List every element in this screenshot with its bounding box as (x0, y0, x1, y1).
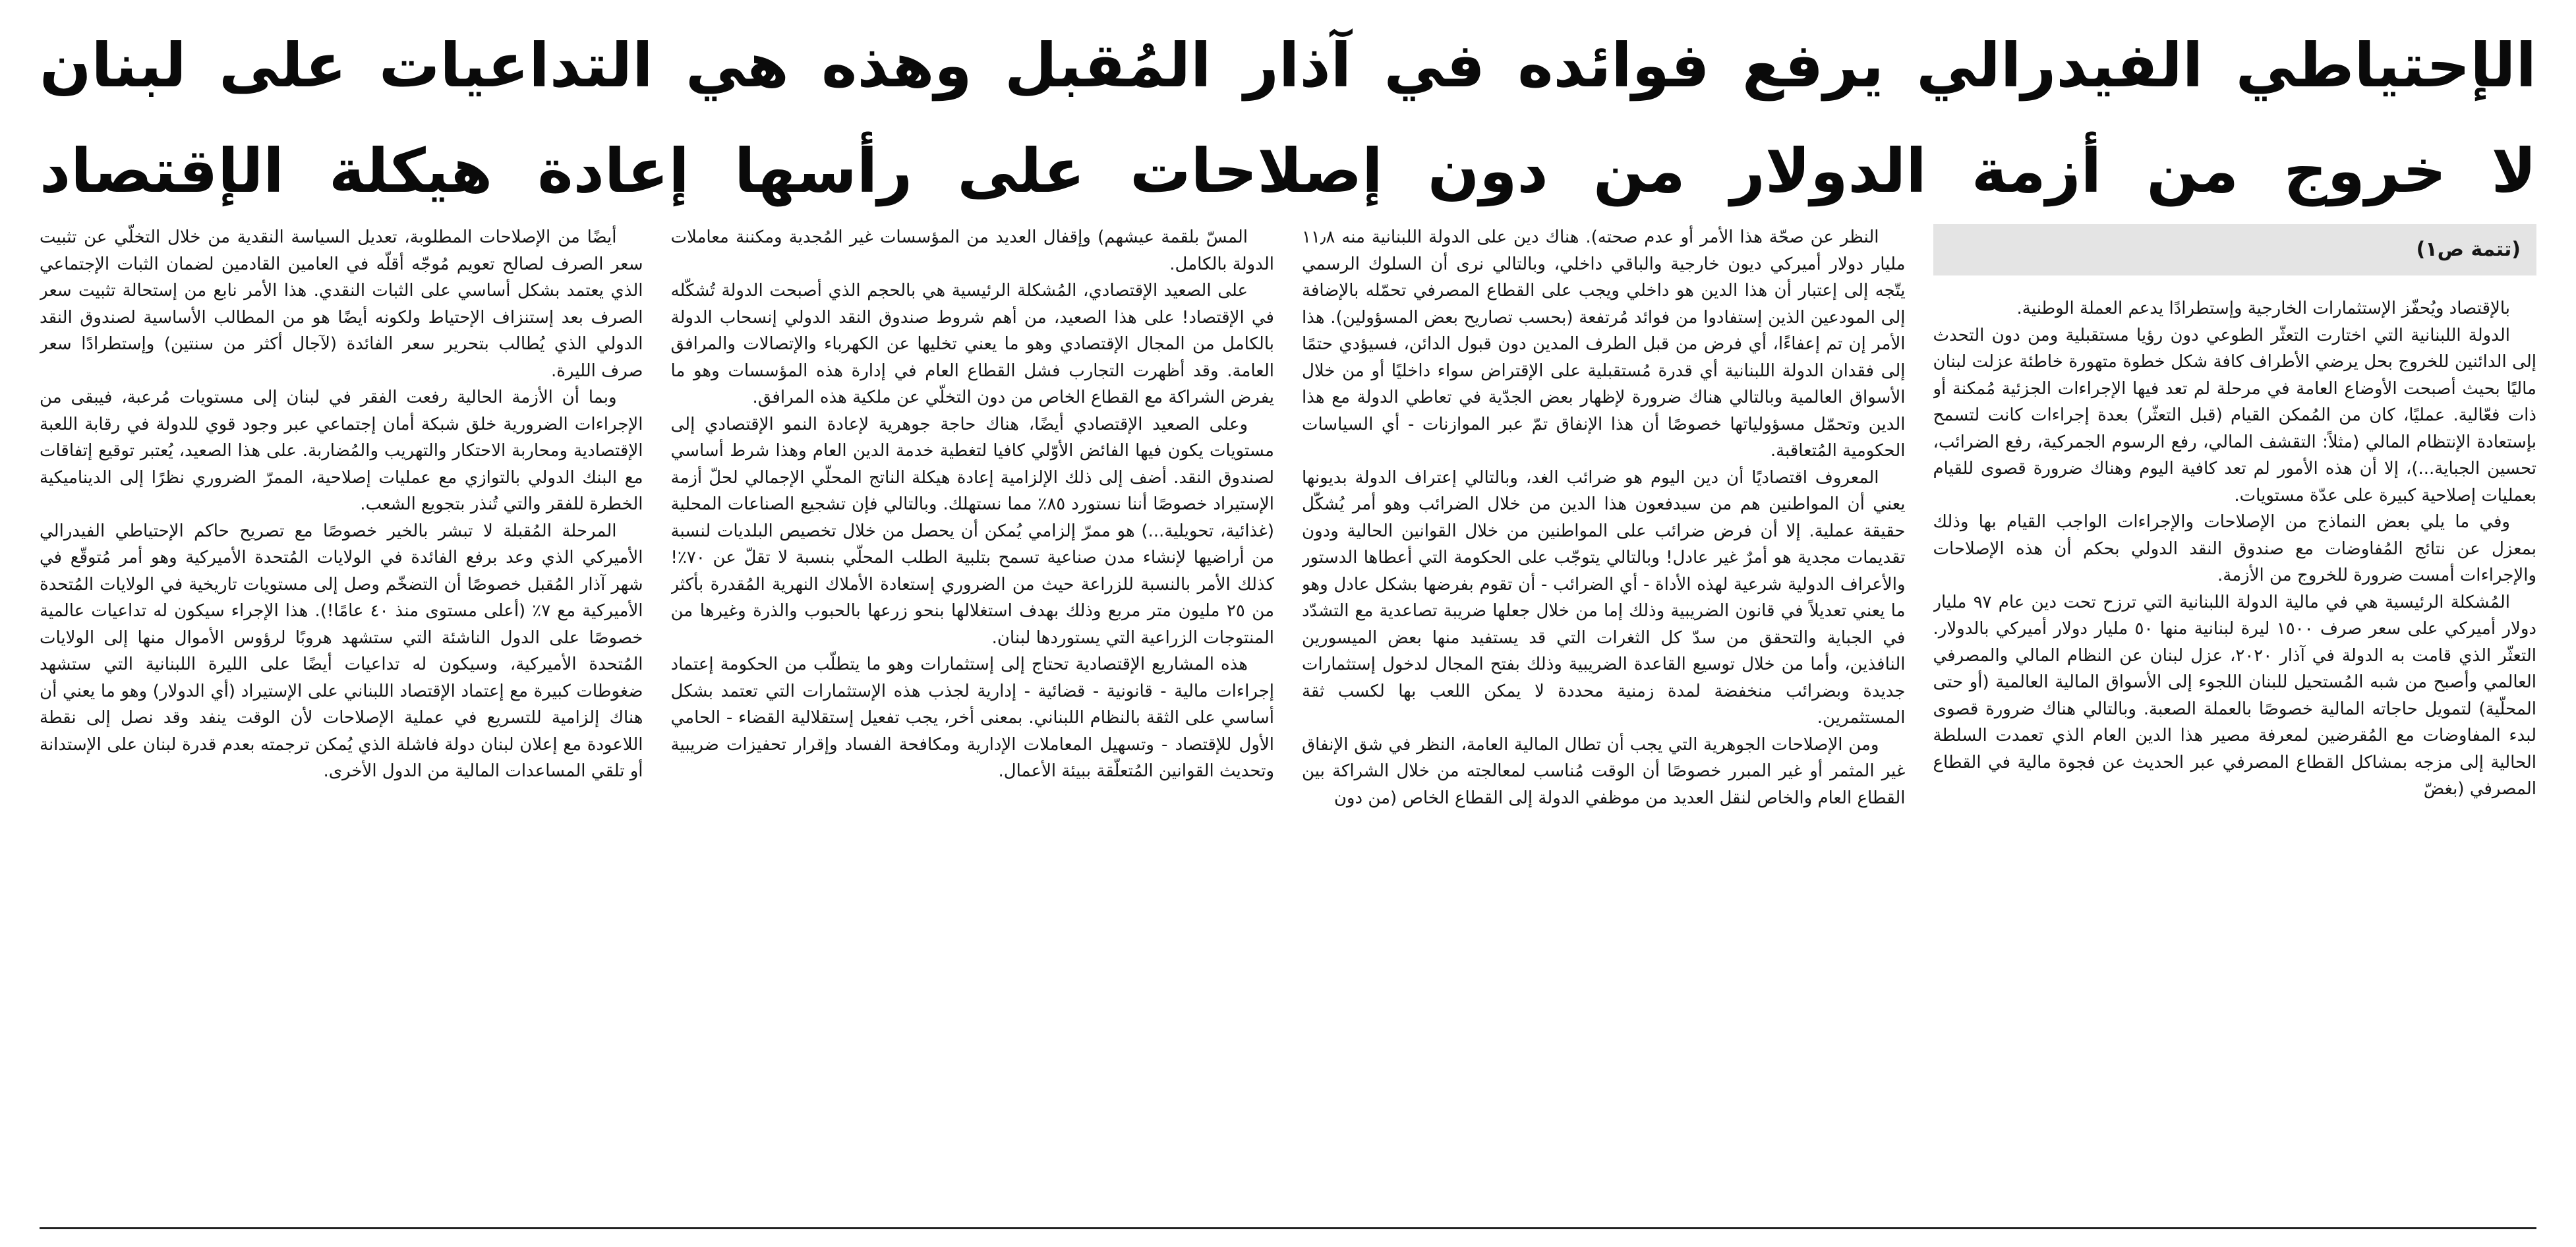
article-column-4 (40, 224, 643, 1206)
column-1-paragraph: بالإقتصاد ويُحفّز الإستثمارات الخارجية وإستطرادًا يدعم العملة الوطنية. (2016, 299, 2510, 318)
article-column-1 (1933, 224, 2537, 1206)
column-4-paragraph: وبما أن الأزمة الحالية رفعت الفقر في لبنان إلى مستويات مُرعبة، فيبقى من الإجراءات الضرورية خلق شبكة أمان إجتماعي عبر وجود قوي للدولة في رقابة اللعبة الإقتصادية ومحاربة الاحتكار والتهريب والمُضاربة. على هذا الصعيد، يُعتبر توقيع إتفاقات مع البنك الدولي بالتوازي مع عمليات إصلاحية، الممرّ الضروري نظرًا إلى الديناميكية الخطرة للفقر والتي تُنذر بتجويع الشعب. (40, 388, 643, 514)
column-2-paragraph: ومن الإصلاحات الجوهرية التي يجب أن تطال المالية العامة، النظر في شق الإنفاق غير المثمر أو غير المبرر خصوصًا أن الوقت مُناسب لمعالجته من خلال الشراكة بين القطاع العام والخاص لنقل العديد من موظفي الدولة إلى القطاع الخاص (من دون (1302, 734, 1906, 808)
continued-label: (تتمة ص١) (1933, 224, 2537, 276)
headline-main: الإحتياطي الفيدرالي يرفع فوائده في آذار المُقبل وهذه هي التداعيات على لبنان (40, 30, 2536, 101)
column-1-paragraph: وفي ما يلي بعض النماذج من الإصلاحات والإجراءات الواجب القيام بها وذلك بمعزل عن نتائج المُفاوضات مع صندوق النقد الدولي بحكم أن هذه الإصلاحات والإجراءات أمست ضرورة للخروج من الأزمة. (1933, 512, 2536, 585)
column-2-paragraph: النظر عن صحّة هذا الأمر أو عدم صحته). هناك دين على الدولة اللبنانية منه ١١٫٨ مليار دولار أميركي ديون خارجية والباقي داخلي، وبالتالي نرى أن السلوك الرسمي يتّجه إلى إعتبار أن هذا الدين هو داخلي ويجب على القطاع المصرفي تحمّله بالإضافة إلى المودعين الذين إستفادوا من فوائد مُرتفعة (بحسب تصاريح بعض المسؤولين). هذا الأمر إن تم إعفاءًا، أي فرض من قبل الطرف المدين دون قبول الدائن، فسيؤدي حتمًا إلى فقدان الدولة اللبنانية أي قدرة مُستقبلية على الإقتراض سواء داخليًا أو من خلال الأسواق العالمية وبالتالي هناك ضرورة لإظهار بعض الجدّية في تعاطي الدولة مع هذا الدين وتحمّل مسؤولياتها خصوصًا أن هذا الإنفاق تمّ عبر الموازنات - أي السياسات الحكومية المُتعاقبة. (1302, 227, 1906, 461)
column-3-paragraph: المسّ بلقمة عيشهم) وإقفال العديد من المؤسسات غير المُجدية ومكننة معاملات الدولة بالكامل. (670, 227, 1274, 274)
article-column-2 (1302, 224, 1906, 1206)
column-4-paragraph: المرحلة المُقبلة لا تبشر بالخير خصوصًا مع تصريح حاكم الإحتياطي الفيدرالي الأميركي الذي وعد برفع الفائدة في الولايات المُتحدة الأميركية وهو أمر مُتوقّع في شهر آذار المُقبل خصوصًا أن التضخّم وصل إلى مستويات تاريخية في الولايات المُتحدة الأميركية مع ٧٪ (أعلى مستوى منذ ٤٠ عامًا!). هذا الإجراء سيكون له تداعيات عالمية خصوصًا على الدول الناشئة التي ستشهد هروبًا لرؤوس الأموال منها إلى الولايات المُتحدة الأميركية، وسيكون له تداعيات أيضًا على الليرة اللبنانية التي ستشهد ضغوطات كبيرة مع إعتماد الإقتصاد اللبناني على الإستيراد (أي الدولار) وهو ما يعني أن هناك إلزامية للتسريع في عملية الإصلاحات لأن الوقت ينفد وقد نصل إلى نقطة اللاعودة مع إعلان لبنان دولة فاشلة الذي يُمكن ترجمته بعدم قدرة لبنان على الإستدانة أو تلقي المساعدات المالية من الدول الأخرى. (40, 521, 643, 781)
column-3-paragraph: هذه المشاريع الإقتصادية تحتاج إلى إستثمارات وهو ما يتطلّب من الحكومة إعتماد إجراءات مالية - قانونية - قضائية - إدارية لجذب هذه الإستثمارات التي تعتمد بشكل أساسي على الثقة بالنظام اللبناني. بمعنى أخر، يجب تفعيل إستقلالية القضاء - الحامي الأول للإقتصاد - وتسهيل المعاملات الإدارية ومكافحة الفساد وإقرار تحفيزات ضريبية وتحديث القوانين المُتعلّقة ببيئة الأعمال. (670, 654, 1274, 781)
article-columns (40, 224, 2536, 1206)
column-2-paragraph: المعروف اقتصاديًا أن دين اليوم هو ضرائب الغد، وبالتالي إعتراف الدولة بديونها يعني أن المواطنين هم من سيدفعون هذا الدين من خلال الضرائب وهو أمر يُشكّل حقيقة عملية. إلا أن فرض ضرائب على المواطنين من خلال القوانين الحالية ودون تقديمات مجدية هو أمرٌ غير عادل! وبالتالي يتوجّب على الحكومة التي أعطاها الدستور والأعراف الدولية شرعية لهذه الأداة - أي الضرائب - أن تقوم بفرضها بشكل عادل وهو ما يعني تعديلاً في قانون الضريبية وذلك إما من خلال جعلها ضريبة تصاعدية مع التشدّد في الجباية والتحقق من سدّ كل الثغرات التي قد يستفيد منها بعض الميسورين النافذين، وأما من خلال توسيع القاعدة الضريبية وذلك بفتح المجال لدخول إستثمارات جديدة وبضرائب منخفضة لمدة زمنية محددة لا يمكن اللعب بها لكسب ثقة المستثمرين. (1302, 467, 1906, 728)
bottom-divider (40, 1227, 2536, 1229)
article-column-3 (671, 224, 1275, 1206)
column-1-paragraph: الدولة اللبنانية التي اختارت التعثّر الطوعي دون رؤيا مستقبلية ومن دون التحدث إلى الدائنين للخروج بحل يرضي الأطراف كافة شكل خطوة متهورة خاطئة عزلت لبنان ماليًا بحيث أصبحت الأوضاع العامة في مرحلة لم تعد فيها الإجراءات الجزئية مُمكنة أو ذات فعّالية. عمليًا، كان من المُمكن القيام (قبل التعثّر) بعدة إجراءات كانت لتسمح بإستعادة الإنتظام المالي (مثلاً: التقشف المالي، رفع الرسوم الجمركية، رفع الضرائب، تحسين الجباية...)، إلا أن هذه الأمور لم تعد كافية اليوم وهناك ضرورة قصوى للقيام بعمليات إصلاحية كبيرة على عدّة مستويات. (1933, 325, 2536, 506)
column-3-paragraph: وعلى الصعيد الإقتصادي أيضًا، هناك حاجة جوهرية لإعادة النمو الإقتصادي إلى مستويات يكون فيها الفائض الأوّلي كافيا لتغطية خدمة الدين العام وهذا شرط أساسي لصندوق النقد. أضف إلى ذلك الإلزامية إعادة هيكلة الناتج المحلّي الإجمالي لحلّ أزمة الإستيراد خصوصًا أننا نستورد ٨٥٪ مما نستهلك. وبالتالي فإن تشجيع الصناعات المحلية (غذائية، تحويلية...) هو ممرّ إلزامي يُمكن أن يحصل من خلال تخصيص البلديات لنسبة من أراضيها لإنشاء مدن صناعية تسمح بتلبية الطلب المحلّي بنسبة لا تقلّ عن ٧٠٪! كذلك الأمر بالنسبة للزراعة حيث من الضروري إستعادة الأملاك النهرية المُقدرة بأكثر من ٢٥ مليون متر مربع وذلك بهدف استغلالها بنحو زرعها بالحبوب والذرة وغيرها من المنتوجات الزراعية التي يستوردها لبنان. (670, 414, 1274, 648)
headline-sub: لا خروج من أزمة الدولار من دون إصلاحات على رأسها إعادة هيكلة الإقتصاد (40, 136, 2536, 206)
column-3-paragraph: على الصعيد الإقتصادي، المُشكلة الرئيسية هي بالحجم الذي أصبحت الدولة تُشكّله في الإقتصاد! على هذا الصعيد، من أهم شروط صندوق النقد الدولي إنسحاب الدولة بالكامل من المجال الإقتصادي وهو ما يعني تخليها عن الكهرباء والإتصالات والمرافق العامة. وقد أظهرت التجارب فشل القطاع العام في إدارة هذه المؤسسات وهو ما يفرض الشراكة مع القطاع الخاص من دون التخلّي عن ملكية هذه المرافق. (670, 281, 1274, 407)
column-4-paragraph: أيضًا من الإصلاحات المطلوبة، تعديل السياسة النقدية من خلال التخلّي عن تثبيت سعر الصرف لصالح تعويم مُوجّه أقلّه في العامين القادمين لضمان الثبات الإجتماعي الذي يعتمد بشكل أساسي على الثبات النقدي. هذا الأمر نابع من إستحالة تثبيت سعر الصرف بعد إستنزاف الإحتياط ولكونه أيضًا هو من المطالب الأساسية لصندوق النقد الدولي الذي يُطالب بتحرير سعر الفائدة (لآجال أكثر من سنتين) وإستطرادًا سعر صرف الليرة. (40, 227, 643, 381)
column-1-paragraph: المُشكلة الرئيسية هي في مالية الدولة اللبنانية التي ترزح تحت دين عام ٩٧ مليار دولار أميركي على سعر صرف ١٥٠٠ ليرة لبنانية منها ٥٠ مليار دولار أميركي بالدولار. التعثّر الذي قامت به الدولة في آذار ٢٠٢٠، عزل لبنان عن النظام المالي والمصرفي العالمي وأصبح من شبه المُستحيل للبنان اللجوء إلى الأسواق المالية العالمية (أو حتى المحلّية) لتمويل حاجاته المالية خصوصًا بالعملة الصعبة. وبالتالي هناك ضرورة قصوى لبدء المفاوضات مع المُقرضين لمعرفة مصير هذا الدين العام الذي تعمدت السلطة الحالية إلى مزجه بمشاكل القطاع المصرفي عبر الحديث عن فجوة مالية في القطاع المصرفي (بغضّ (1933, 592, 2536, 799)
